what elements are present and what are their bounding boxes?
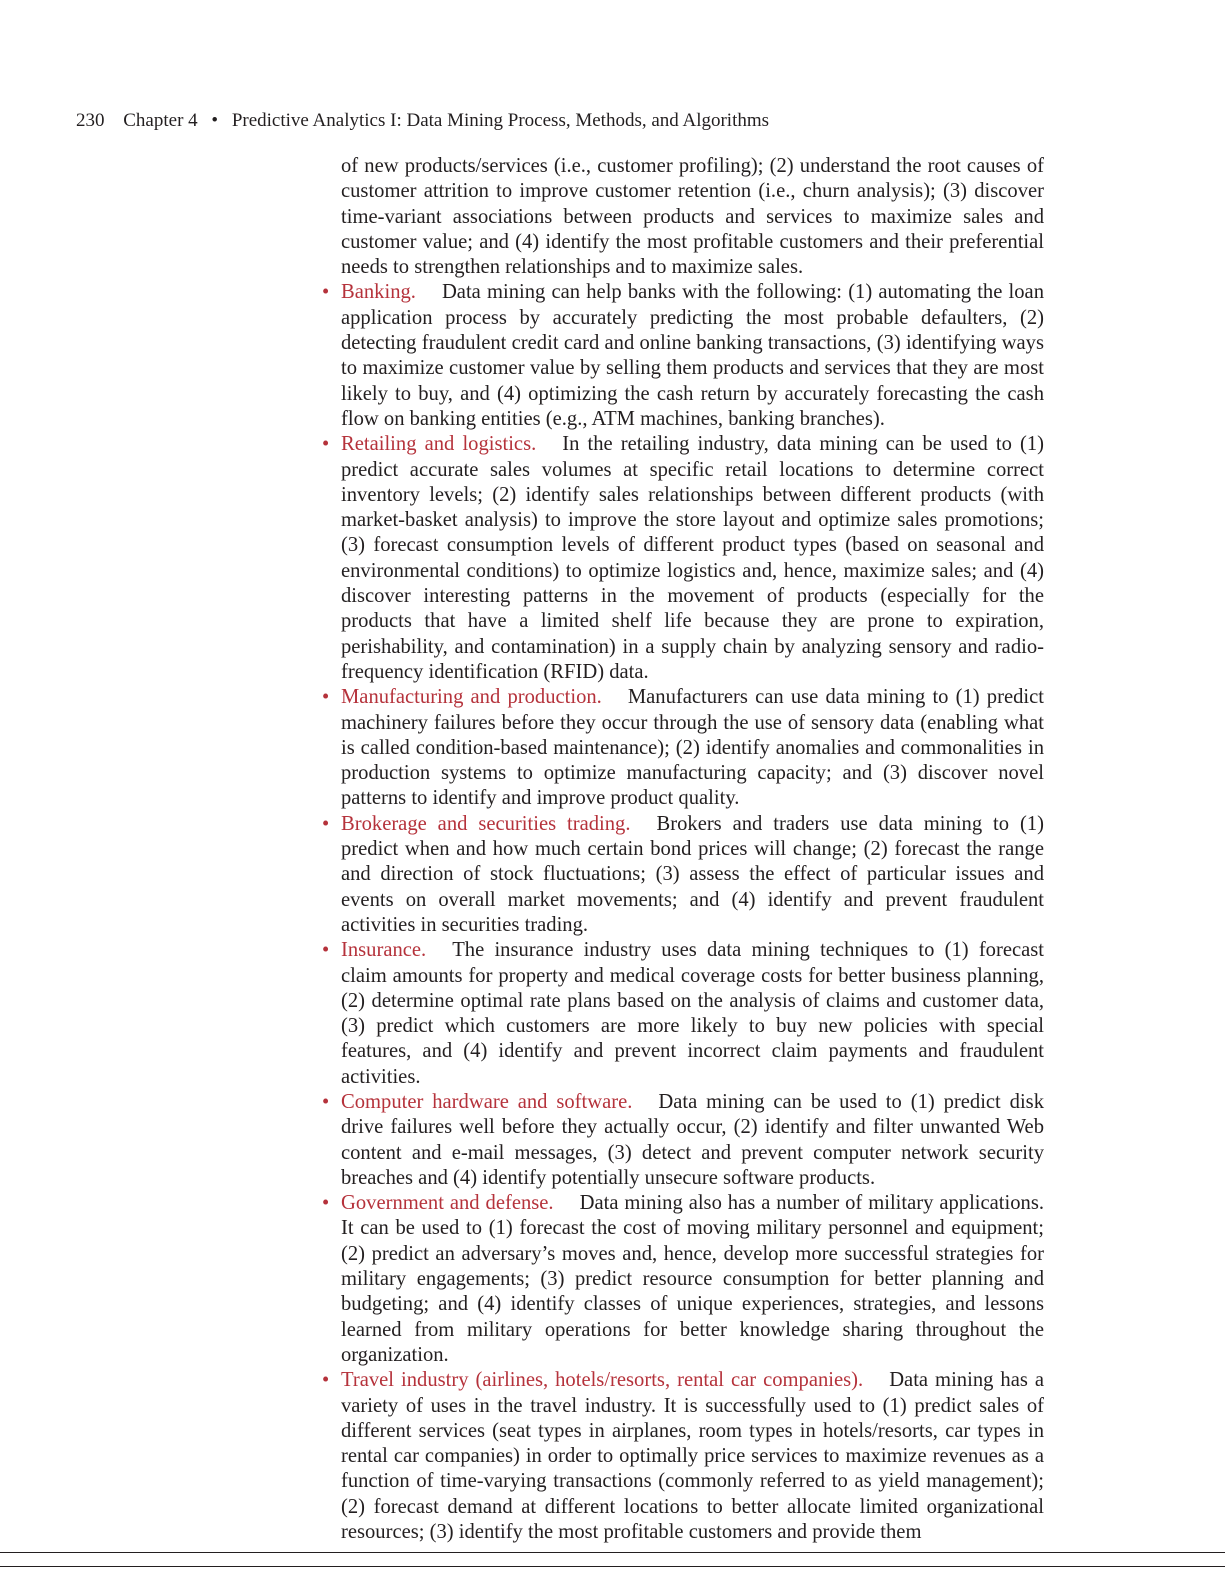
list-item-computer [322,1090,1044,1191]
list-item-insurance [322,938,1044,1090]
item-text: Data mining can help banks with the following: (1) automating the loan application process by accurately predicting the most probable defaulters, (2) detecting fraudulent credit card and online banking transactions, (3) identifying ways to maximize customer value by selling them products and services that they are most likely to buy, and (4) optimizing the cash return by accurately forecasting the cash flow on banking entities (e.g., ATM machines, banking branches). [341,281,1044,430]
item-text: In the retailing industry, data mining can be used to (1) predict accurate sales volumes at specific retail locations to determine correct inventory levels; (2) identify sales relationships between different products (with market-basket analysis) to improve the store layout and optimize sales promotions; (3) forecast consumption levels of different product types (based on seasonal and environmental conditions) to optimize logistics and, hence, maximize sales; and (4) discover interesting patterns in the movement of products (especially for the products that have a limited shelf life because they are prone to expiration, perishability, and contamination) in a supply chain by analyzing sensory and radio-frequency identification (RFID) data. [341,433,1044,683]
intro-paragraph: of new products/services (i.e., customer profiling); (2) understand the root causes of customer attrition to improve customer retention (i.e., churn analysis); (3) discover time-variant associations between products and services to maximize sales and customer value; and (4) identify the most profitable customers and their preferential needs to strengthen relationships and to maximize sales. [341,155,1044,279]
item-text: Data mining has a variety of uses in the travel industry. It is successfully used to (1) predict sales of different services (seat types in airplanes, room types in hotels/resorts, car types in rental car companies) in order to optimally price services to maximize revenues as a function of time-varying transactions (commonly referred to as yield management); (2) forecast demand at different locations to better allocate limited organizational resources; (3) identify the most profitable customers and provide them [341,1369,1044,1544]
list-item-government [322,1191,1044,1368]
bullet-icon: • [322,433,330,456]
list-item-manufacturing [322,685,1044,811]
item-label: Computer hardware and software. [341,1090,633,1113]
item-label: Banking. [341,281,416,304]
bullet-icon: • [322,1369,330,1392]
chapter-label: Chapter 4 [123,110,198,131]
bullet-icon: • [322,812,330,835]
item-label: Manufacturing and production. [341,686,602,709]
page-number: 230 [76,110,105,131]
page-bottom-rule [0,1552,1225,1553]
item-label: Government and defense. [341,1192,554,1215]
bullet-icon: • [322,1090,330,1113]
list-item-banking [322,280,1044,432]
list-item-travel [322,1368,1044,1545]
bullet-icon: • [322,1192,330,1215]
body-text [322,154,1044,1545]
bullet-icon: • [322,686,330,709]
item-label: Brokerage and securities trading. [341,812,631,835]
item-text: Data mining also has a number of military applications. It can be used to (1) forecast the cost of moving military personnel and equipment; (2) predict an adversary’s moves and, hence, develop more successful strategies for military engagements; (3) predict resource consumption for better planning and budgeting; and (4) identify classes of unique experiences, strategies, and lessons learned from military operations for better knowledge sharing throughout the organization. [341,1192,1044,1366]
item-text: The insurance industry uses data mining techniques to (1) forecast claim amounts for property and medical coverage costs for better business planning, (2) determine optimal rate plans based on the analysis of claims and customer data, (3) predict which customers are more likely to buy new policies with special features, and (4) identify and prevent incorrect claim payments and fraudulent activities. [341,939,1044,1088]
list-item-brokerage [322,812,1044,938]
bullet-icon: • [322,281,330,304]
item-text: Manufacturers can use data mining to (1) predict machinery failures before they occur through the use of sensory data (enabling what is called condition-based maintenance); (2) identify anomalies and commonalities in production systems to optimize manufacturing capacity; and (3) discover novel patterns to identify and improve product quality. [341,686,1044,810]
running-head [76,109,769,133]
header-separator: • [211,110,219,131]
item-text: Data mining can be used to (1) predict disk drive failures well before they actually occur, (2) identify and filter unwanted Web content and e-mail messages, (3) detect and prevent computer network security breaches and (4) identify potentially unsecure software products. [341,1090,1044,1189]
item-label: Travel industry (airlines, hotels/resorts, rental car companies). [341,1369,864,1392]
list-item-retailing [322,432,1044,685]
item-label: Retailing and logistics. [341,433,537,456]
item-text: Brokers and traders use data mining to (1) predict when and how much certain bond prices will change; (2) forecast the range and direction of stock fluctuations; (3) assess the effect of particular issues and events on overall market movements; and (4) identify and prevent fraudulent activities in securities trading. [341,812,1044,936]
item-label: Insurance. [341,939,427,962]
chapter-title: Predictive Analytics I: Data Mining Process, Methods, and Algorithms [231,110,770,131]
page-bottom-rule-lower [0,1566,1225,1567]
bullet-icon: • [322,939,330,962]
